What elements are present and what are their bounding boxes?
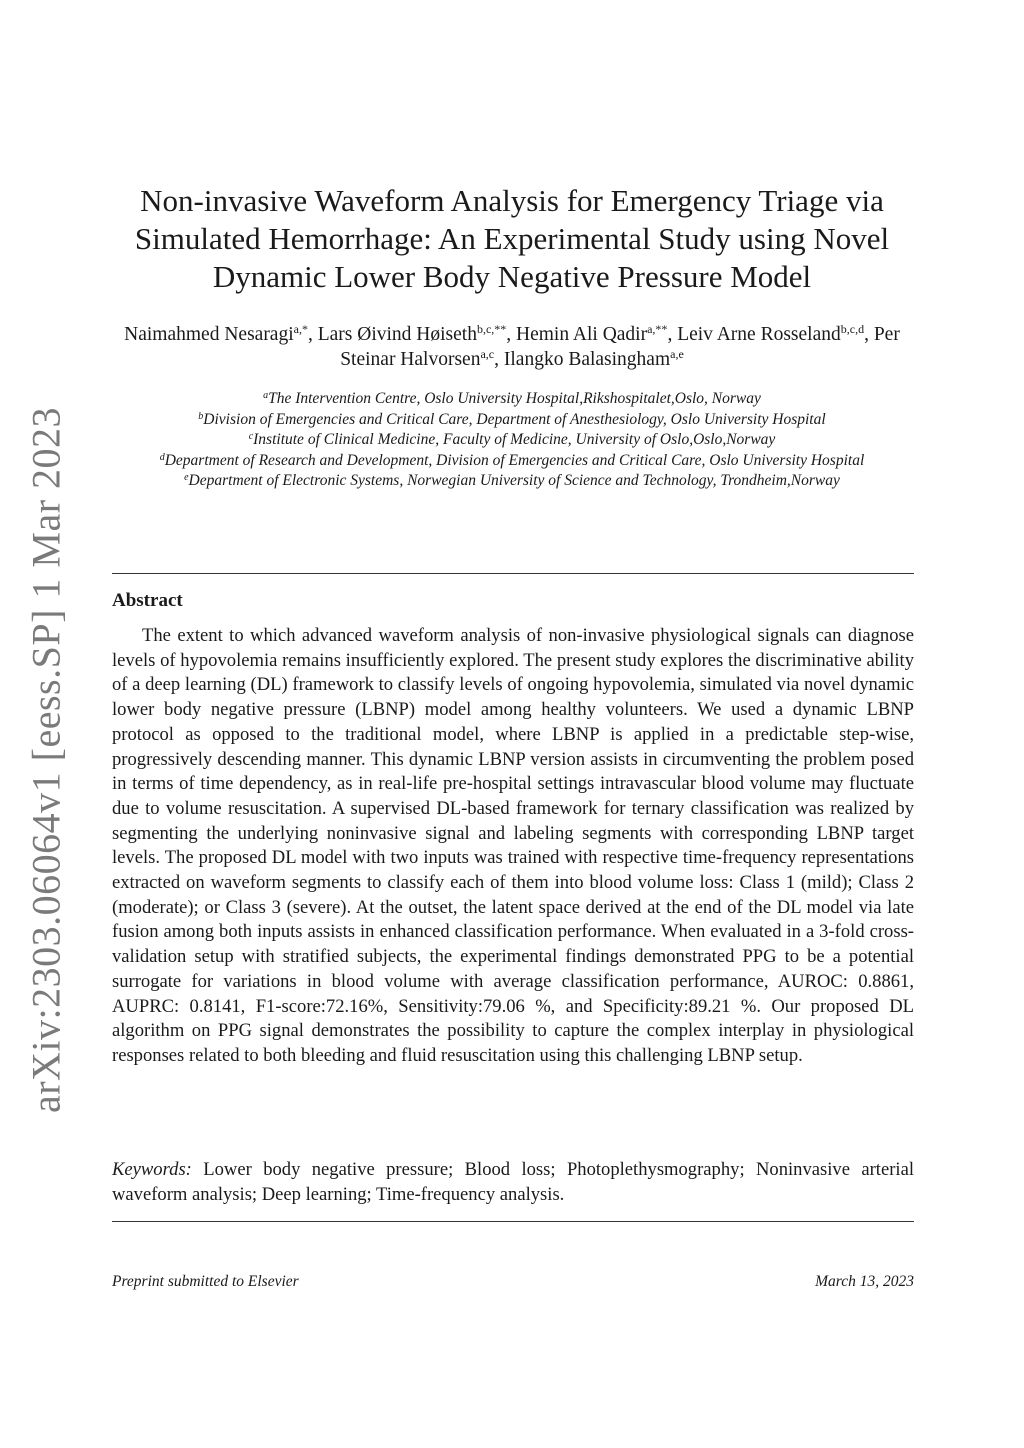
author: Per Steinar Halvorsen$^{a,c}$, xyxy=(340,324,900,370)
keywords xyxy=(112,1158,914,1207)
arxiv-identifier: arXiv:2303.06064v1 [eess.SP] 1 Mar 2023 xyxy=(23,406,69,1114)
abstract-body: The extent to which advanced waveform analysis of non-invasive physiological signals can diagnose levels of hypovolemia remains insufficiently explored. The present study explores the discriminative ability of a deep learning (DL) framework to classify levels of ongoing hypovolemia, simulated via novel dynamic lower body negative pressure (LBNP) model among healthy volunteers. We used a dynamic LBNP protocol as opposed to the traditional model, where LBNP is applied in a predictable step-wise, progressively descending manner. This dynamic LBNP version assists in circumventing the problem posed in terms of time dependency, as in real-life pre-hospital settings intravascular blood volume may fluctuate due to volume resuscitation. A supervised DL-based framework for ternary classification was realized by segmenting the underlying noninvasive signal and labeling segments with corresponding LBNP target levels. The proposed DL model with two inputs was trained with respective time-frequency representations extracted on waveform segments to classify each of them into blood volume loss: Class 1 (mild); Class 2 (moderate); or Class 3 (severe). At the outset, the latent space derived at the end of the DL model via late fusion among both inputs assists in enhanced classification performance. When evaluated in a 3-fold cross-validation setup with stratified subjects, the experimental findings demonstrated PPG to be a potential surrogate for variations in blood volume with average classification performance, AUROC: 0.8861, AUPRC: 0.8141, F1-score:72.16%, Sensitivity:79.06 %, and Specificity:89.21 %. Our proposed DL algorithm on PPG signal demonstrates the possibility to capture the complex interplay in physiological responses related to both bleeding and fluid resuscitation using this challenging LBNP setup. xyxy=(112,625,914,1066)
top-rule xyxy=(112,573,914,574)
affiliation: $^a$The Intervention Centre, Oslo University Hospital,Rikshospitalet,Oslo, Norway xyxy=(263,390,761,407)
author-list xyxy=(112,322,912,372)
author: Naimahmed Nesaragi$^{a,*}$, xyxy=(124,322,318,345)
arxiv-side-stamp xyxy=(24,0,68,1448)
paper-title: Non-invasive Waveform Analysis for Emergency Triage via Simulated Hemorrhage: An Experimental Study using Novel Dynamic Lower Body Negative Pressure Model xyxy=(134,183,890,294)
author: Ilangko Balasingham$^{a,e}$ xyxy=(503,347,684,370)
bottom-rule xyxy=(112,1221,914,1222)
affiliation: $^c$Institute of Clinical Medicine, Faculty of Medicine, University of Oslo,Oslo,Norway xyxy=(248,431,776,448)
affiliation-list xyxy=(110,389,914,492)
affiliation: $^b$Division of Emergencies and Critical Care, Department of Anesthesiology, Oslo University Hospital xyxy=(198,410,826,428)
author: Hemin Ali Qadir$^{a,**}$, xyxy=(516,322,678,345)
keywords-text: Lower body negative pressure; Blood loss; Photoplethysmography; Noninvasive arterial waveform analysis; Deep learning; Time-frequency analysis. xyxy=(112,1159,914,1205)
keywords-label: Keywords: xyxy=(112,1159,192,1180)
affiliation: $^d$Department of Research and Development, Division of Emergencies and Critical Care, Oslo University Hospital xyxy=(159,451,865,469)
affiliation: $^e$Department of Electronic Systems, Norwegian University of Science and Technology, Trondheim,Norway xyxy=(184,472,840,489)
author: Leiv Arne Rosseland$^{b,c,d}$, xyxy=(677,322,874,345)
author: Lars Øivind Høiseth$^{b,c,**}$, xyxy=(317,322,517,345)
preprint-note: Preprint submitted to Elsevier xyxy=(112,1273,299,1290)
preprint-date: March 13, 2023 xyxy=(815,1273,914,1290)
abstract-heading: Abstract xyxy=(112,590,183,611)
